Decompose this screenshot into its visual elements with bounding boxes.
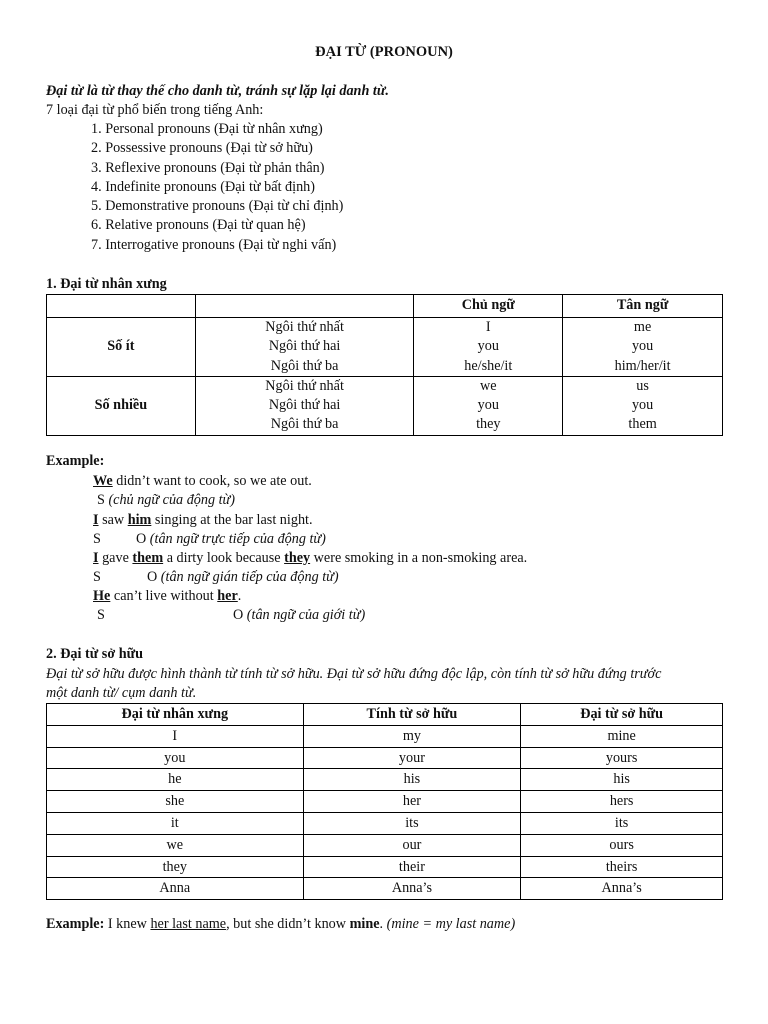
table-row <box>47 878 723 900</box>
table-header-cell: Đại từ sở hữu <box>521 704 723 726</box>
object-cell <box>563 376 723 435</box>
example-pronoun: I <box>93 550 99 566</box>
table-cell: he <box>47 769 304 791</box>
example-text: . <box>237 588 242 604</box>
example-text: gave <box>98 550 133 566</box>
object-cell <box>563 318 723 377</box>
note-marker: O <box>233 607 244 623</box>
table-header-cell <box>47 295 196 318</box>
example-text: a dirty look because <box>163 550 285 566</box>
list-item: 3. Reflexive pronouns (Đại từ phản thân) <box>91 159 325 176</box>
table-header-cell: Đại từ nhân xưng <box>47 704 304 726</box>
example-note <box>147 568 339 587</box>
possessive-example <box>46 915 515 934</box>
example-text: saw <box>98 512 128 528</box>
list-item: 6. Relative pronouns (Đại từ quan hệ) <box>91 217 306 234</box>
table-cell: you <box>47 747 304 769</box>
person-label: Ngôi thứ ba <box>270 416 339 433</box>
list-item: 4. Indefinite pronouns (Đại từ bất định) <box>91 178 316 195</box>
table-row <box>47 856 723 878</box>
table-cell: they <box>47 856 304 878</box>
subject-pronoun: we <box>480 377 497 394</box>
section-2-description: một danh từ/ cụm danh từ. <box>46 685 197 701</box>
subject-pronoun: I <box>485 319 491 335</box>
page-title: ĐẠI TỪ (PRONOUN) <box>315 44 453 60</box>
section-1-heading: 1. Đại từ nhân xưng <box>46 276 167 292</box>
note-marker: S <box>97 607 105 623</box>
object-pronoun: us <box>636 377 649 394</box>
table-header-row <box>47 295 723 318</box>
example-text: . <box>379 916 387 932</box>
example-text: didn’t want to cook, so we ate out. <box>112 473 312 489</box>
person-label: Ngôi thứ hai <box>268 338 341 355</box>
table-cell: their <box>303 856 521 878</box>
example-pronoun: her <box>217 588 238 604</box>
example-note <box>97 491 235 510</box>
example-pronoun: He <box>93 588 111 604</box>
object-pronoun: you <box>631 397 654 414</box>
example-sentence <box>93 549 527 568</box>
person-label: Ngôi thứ nhất <box>265 377 344 394</box>
table-cell: I <box>47 725 304 747</box>
table-header-row <box>47 704 723 726</box>
example-note <box>93 568 101 587</box>
pronoun-types-list <box>91 120 343 255</box>
example-pronoun: them <box>132 550 164 566</box>
intro-text: 7 loại đại từ phổ biến trong tiếng Anh: <box>46 102 264 118</box>
list-item: 2. Possessive pronouns (Đại từ sở hữu) <box>91 140 313 157</box>
example-note <box>97 606 105 625</box>
table-cell: yours <box>521 747 723 769</box>
example-note <box>93 530 101 549</box>
example-text: were smoking in a non-smoking area. <box>310 550 528 566</box>
table-cell: theirs <box>521 856 723 878</box>
section-2-heading: 2. Đại từ sở hữu <box>46 646 144 662</box>
subject-pronoun: you <box>477 338 499 355</box>
table-cell: it <box>47 812 304 834</box>
person-label: Ngôi thứ ba <box>270 357 339 374</box>
subject-pronoun: they <box>476 416 501 433</box>
table-cell: your <box>303 747 521 769</box>
example-pronoun: I <box>93 512 99 528</box>
example-sentence <box>93 472 312 491</box>
personal-pronouns-table <box>46 294 723 436</box>
example-sentence <box>93 587 241 606</box>
table-row <box>47 725 723 747</box>
note-marker: S <box>93 569 101 585</box>
table-cell: ours <box>521 834 723 856</box>
subject-pronoun: he/she/it <box>464 357 513 374</box>
subject-cell <box>414 318 563 377</box>
person-label: Ngôi thứ nhất <box>265 319 344 335</box>
table-cell: his <box>521 769 723 791</box>
table-cell: its <box>303 812 521 834</box>
note-text: (tân ngữ trực tiếp của động từ) <box>146 531 326 547</box>
note-text: (chủ ngữ của động từ) <box>104 492 236 508</box>
example-label: Example: <box>46 453 105 469</box>
table-cell: hers <box>521 791 723 813</box>
person-cell <box>195 376 414 435</box>
object-pronoun: you <box>631 338 654 355</box>
list-item: 5. Demonstrative pronouns (Đại từ chỉ định) <box>91 198 344 215</box>
example-note <box>233 606 365 625</box>
table-cell: mine <box>521 725 723 747</box>
group-label: Số ít <box>47 318 196 377</box>
table-header-cell: Chủ ngữ <box>414 295 563 318</box>
example-label: Example: <box>46 916 105 932</box>
subject-pronoun: you <box>477 397 499 414</box>
example-text: can’t live without <box>110 588 218 604</box>
example-underlined: her last name <box>150 916 227 932</box>
list-item: 7. Interrogative pronouns (Đại từ nghi vấn) <box>91 236 337 253</box>
table-cell: her <box>303 791 521 813</box>
example-text: I knew <box>104 916 151 932</box>
table-row <box>47 834 723 856</box>
table-cell: Anna’s <box>303 878 521 900</box>
subject-cell <box>414 376 563 435</box>
example-text: , but she didn’t know <box>226 916 350 932</box>
possessive-pronouns-table <box>46 703 723 900</box>
example-note: (mine = my last name) <box>386 916 516 932</box>
table-row <box>47 769 723 791</box>
table-row <box>47 747 723 769</box>
table-cell: Anna <box>47 878 304 900</box>
table-row <box>47 812 723 834</box>
object-pronoun: me <box>633 319 652 335</box>
note-marker: S <box>97 492 105 508</box>
person-cell <box>195 318 414 377</box>
example-text: singing at the bar last night. <box>151 512 313 528</box>
table-header-cell: Tính từ sở hữu <box>303 704 521 726</box>
definition-text: Đại từ là từ thay thế cho danh từ, tránh sự lặp lại danh từ. <box>46 83 389 99</box>
note-marker: S <box>93 531 101 547</box>
example-sentence <box>93 511 313 530</box>
section-2-description: Đại từ sở hữu được hình thành từ tính từ sở hữu. Đại từ sở hữu đứng độc lập, còn tính từ sở hữu đứng trước <box>46 666 662 682</box>
example-note <box>136 530 326 549</box>
example-pronoun: him <box>127 512 152 528</box>
note-marker: O <box>147 569 158 585</box>
table-row <box>47 791 723 813</box>
example-bold: mine <box>349 916 380 932</box>
example-pronoun: they <box>284 550 311 566</box>
note-marker: O <box>136 531 147 547</box>
note-text: (tân ngữ của giới từ) <box>243 607 366 623</box>
object-pronoun: them <box>628 416 657 433</box>
table-cell: its <box>521 812 723 834</box>
table-cell: his <box>303 769 521 791</box>
table-cell: my <box>303 725 521 747</box>
table-cell: Anna’s <box>521 878 723 900</box>
person-label: Ngôi thứ hai <box>268 397 341 414</box>
table-cell: our <box>303 834 521 856</box>
table-cell: she <box>47 791 304 813</box>
note-text: (tân ngữ gián tiếp của động từ) <box>157 569 339 585</box>
table-row <box>47 318 723 377</box>
table-cell: we <box>47 834 304 856</box>
example-pronoun: We <box>93 473 113 489</box>
table-row <box>47 376 723 435</box>
table-header-cell: Tân ngữ <box>563 295 723 318</box>
table-header-cell <box>195 295 414 318</box>
list-item: 1. Personal pronouns (Đại từ nhân xưng) <box>91 121 323 137</box>
group-label: Số nhiều <box>47 376 196 435</box>
object-pronoun: him/her/it <box>614 357 671 374</box>
